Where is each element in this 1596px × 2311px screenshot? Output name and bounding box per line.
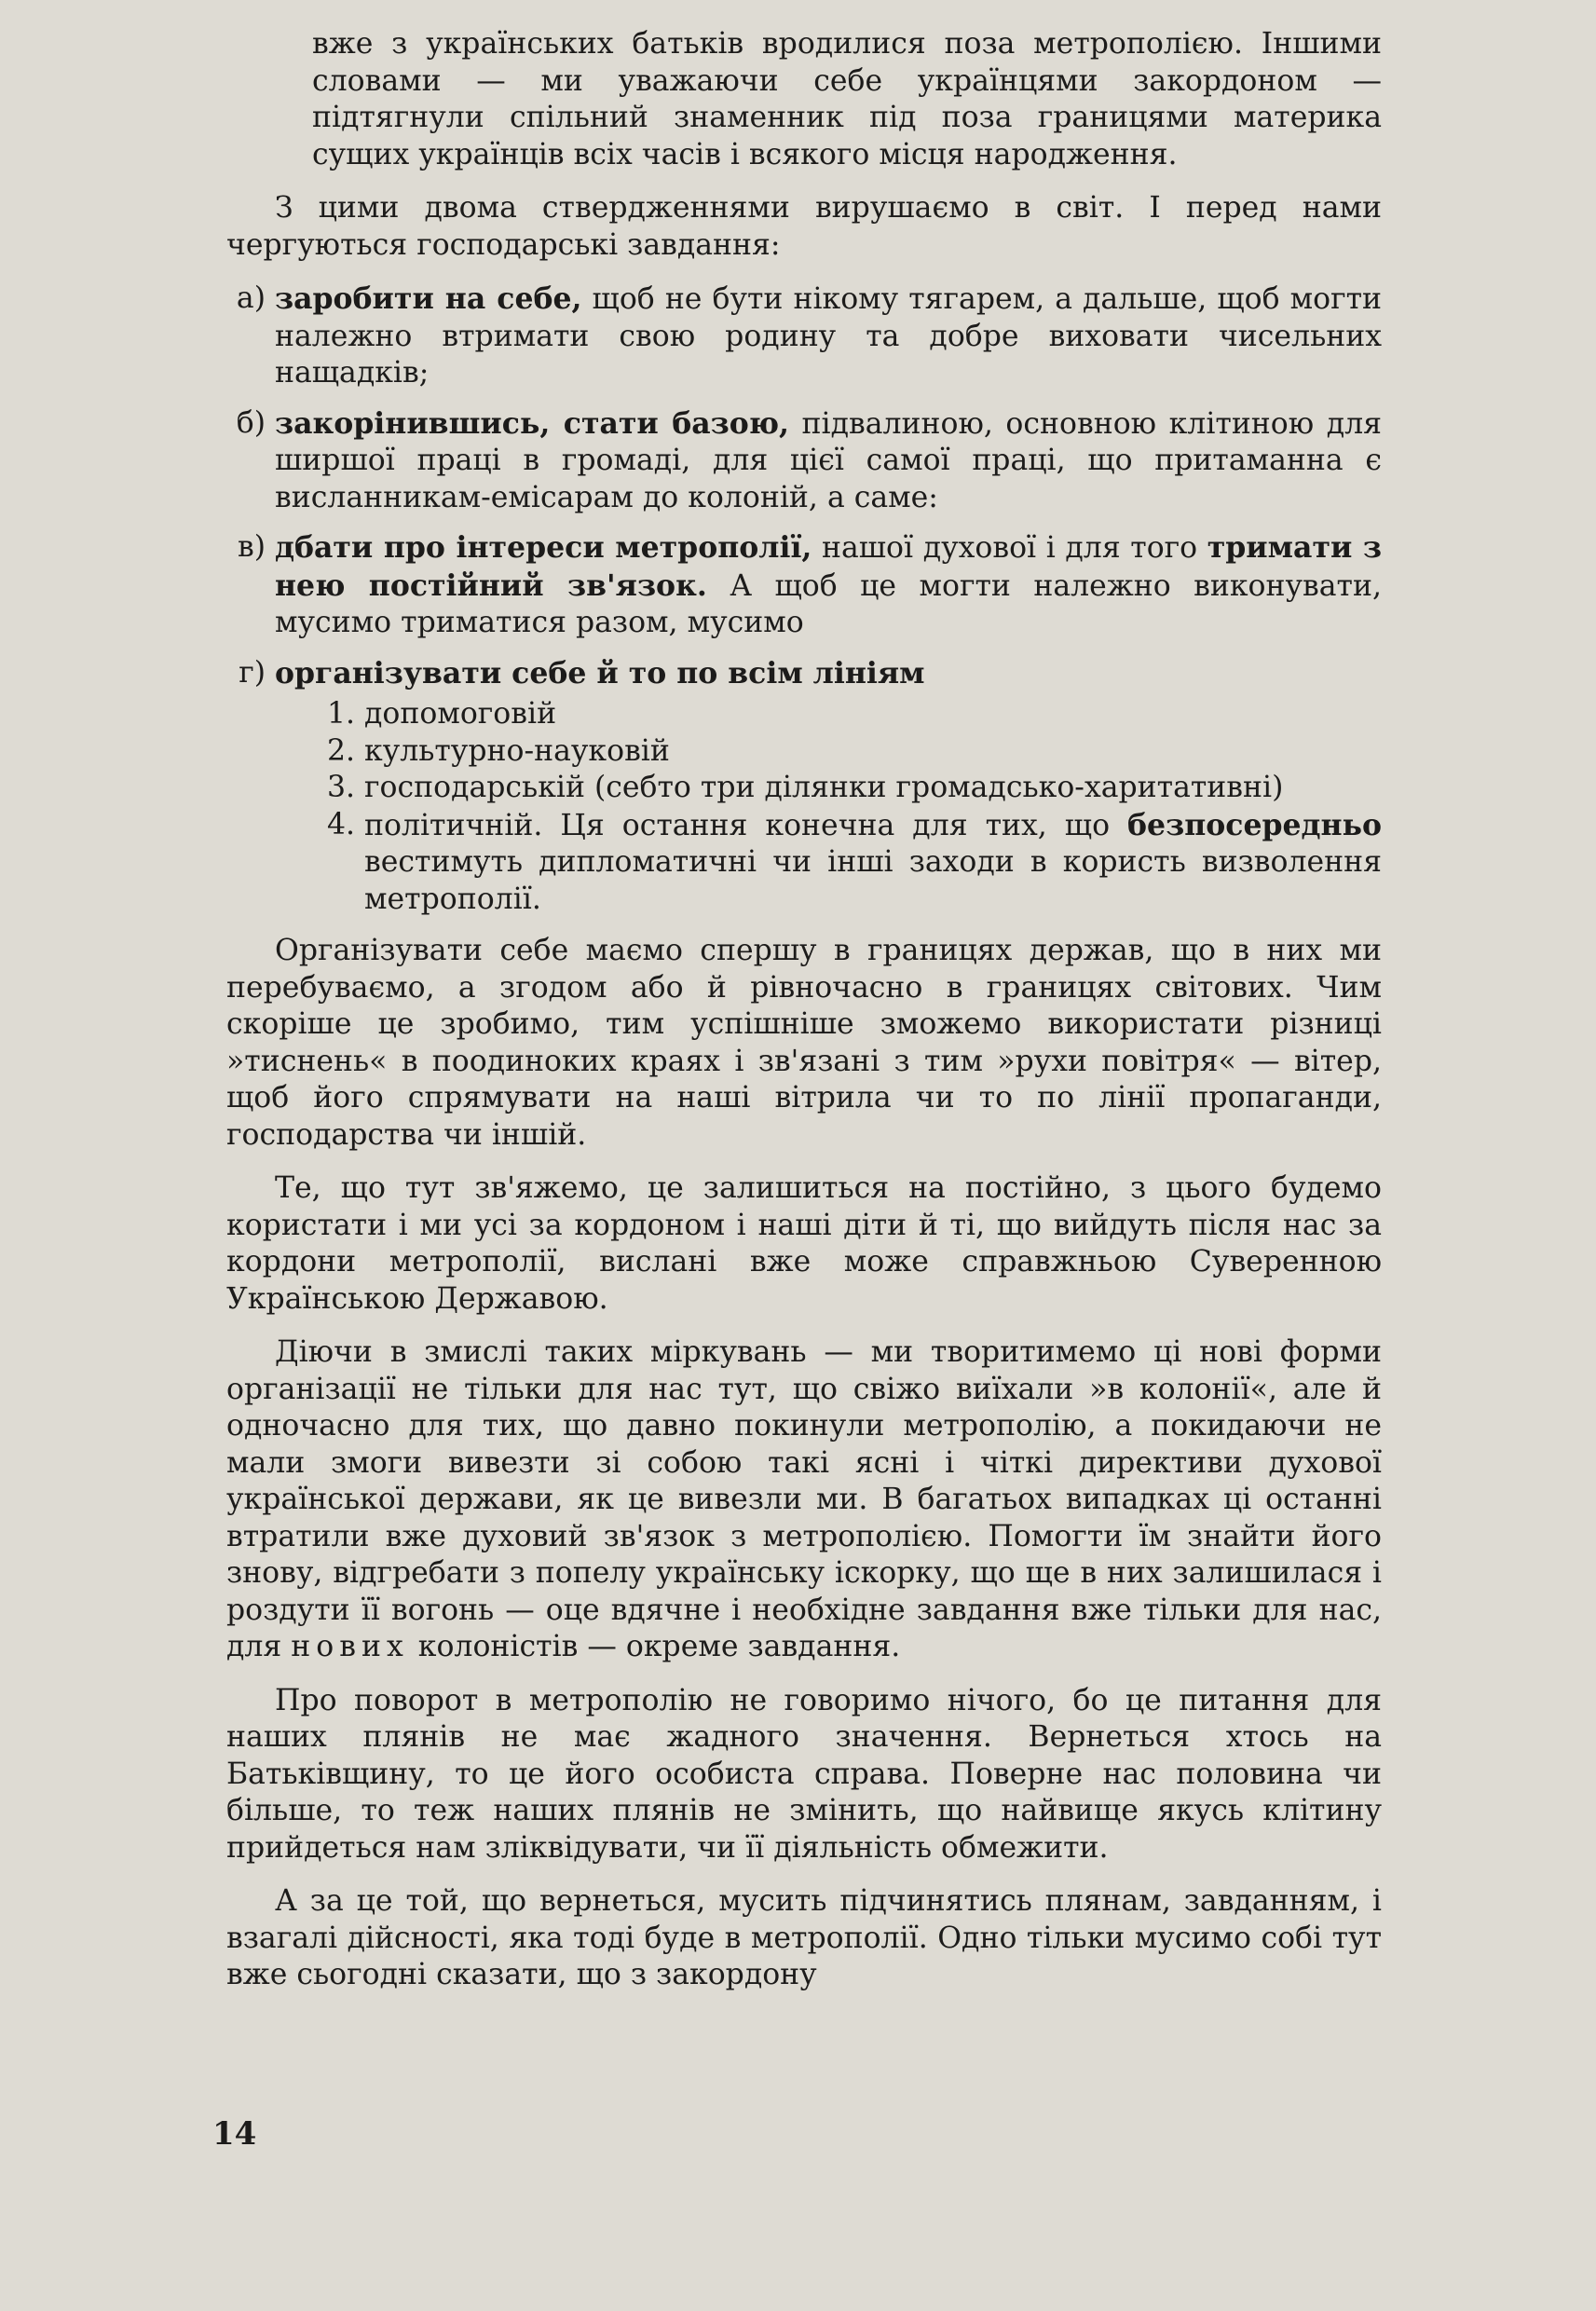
list-marker: г): [239, 655, 266, 690]
paragraph: З цими двома ствердженнями вирушаємо в світ. І перед нами чергуються господарські завдання:: [226, 191, 1382, 262]
spaced-emphasis: нових: [291, 1630, 409, 1663]
list-item: [226, 655, 1382, 693]
sublist-item: [226, 807, 1382, 919]
sublist-item-text: допомоговій: [364, 697, 557, 731]
paragraph: Те, що тут зв'яжемо, це залишиться на постійно, з цього будемо користати і ми усі за кордоном і наші діти й ті, що вийдуть після нас за кордони метрополії, вислані вже може справжньою Суверенною Українською Державою.: [226, 1171, 1382, 1316]
sublist-marker: 2.: [327, 733, 356, 768]
sublist-item: [226, 696, 1382, 733]
sublist-item: [226, 770, 1382, 807]
paragraph: А за це той, що вернеться, мусить підчинятись плянам, завданням, і взагалі дійсності, яка тоді буде в метрополії. Одно тільки мусимо собі тут вже сьогодні сказати, що з закордону: [226, 1884, 1382, 1991]
list-marker: а): [236, 281, 266, 315]
paragraph: Діючи в змислі таких міркувань — ми творитимемо ці нові форми організації не тільки для нас тут, що свіжо виїхали »в колонії«, але й одночасно для тих, що давно покинули метрополію, а покидаючи не мали змоги вивезти зі собою такі ясні і чіткі директиви духової української держави, як це вивезли ми. В багатьох випадках ці останні втратили вже духовий зв'язок з метрополією. Помогти їм знайти його знову, відгребати з попелу українську іскорку, що ще в них залишилася і роздути її вогонь — оце вдячне і необхідне завдання вже тільки для нас, для нових колоністів — окреме завдання.: [226, 1335, 1382, 1663]
page-number: 14: [212, 2115, 257, 2153]
sublist-item-text: культурно-науковій: [364, 733, 670, 768]
sublist-marker: 1.: [327, 697, 356, 731]
list-item-text: закорінившись, стати базою, підвалиною, основною клітиною для ширшої праці в громаді, для цієї самої праці, що притаманна є висланникам-емісарам до колоній, а саме:: [275, 405, 1382, 514]
sublist-item: [226, 733, 1382, 771]
sublist-item-text: господарській (себто три ділянки громадсько-харитативні): [364, 771, 1284, 804]
sublist-item-text: політичній. Ця остання конечна для тих, що безпосередньо вестимуть дипломатичні чи інші заходи в користь визволення метрополії.: [364, 807, 1382, 916]
list-marker: б): [236, 405, 266, 440]
paragraph: Організувати себе маємо спершу в границях держав, що в них ми перебуваємо, а згодом або й рівночасно в границях світових. Чим скоріше це зробимо, тим успішніше зможемо використати різниці »тиснень« в поодиноких краях і зв'язані з тим »рухи повітря« — вітер, щоб його спрямувати на наші вітрила чи то по лінії пропаганди, господарства чи іншій.: [226, 934, 1382, 1152]
paragraph: Про поворот в метрополію не говоримо нічого, бо це питання для наших плянів не має жадного значення. Вернеться хтось на Батьківщину, то це його особиста справа. Поверне нас половина чи більше, то теж наших плянів не змінить, що найвище якусь клітину прийдеться нам зліквідувати, чи її діяльність обмежити.: [226, 1683, 1382, 1865]
text-column: [226, 26, 1382, 2011]
paragraph-continuation: вже з українських батьків вродилися поза метрополією. Іншими словами — ми уважаючи себе українцями закордоном — підтягнули спільний знаменник під поза границями материка сущих українців всіх часів і всякого місця народження.: [312, 27, 1382, 171]
list-item: [226, 405, 1382, 517]
list-item-text: заробити на себе, щоб не бути нікому тягарем, а дальше, щоб могти належно втримати свою родину та добре виховати чисельних нащадків;: [275, 281, 1382, 390]
list-marker: в): [237, 530, 266, 564]
sublist-marker: 3.: [327, 771, 356, 804]
sublist-marker: 4.: [327, 807, 356, 841]
list-item: [226, 529, 1382, 642]
list-item: [226, 280, 1382, 392]
list-item-text: дбати про інтереси метрополії, нашої духової і для того тримати з нею постійний зв'язок. А щоб це могти належно виконувати, мусимо триматися разом, мусимо: [275, 530, 1382, 639]
list-item-text: організувати себе й то по всім лініям: [275, 655, 925, 691]
